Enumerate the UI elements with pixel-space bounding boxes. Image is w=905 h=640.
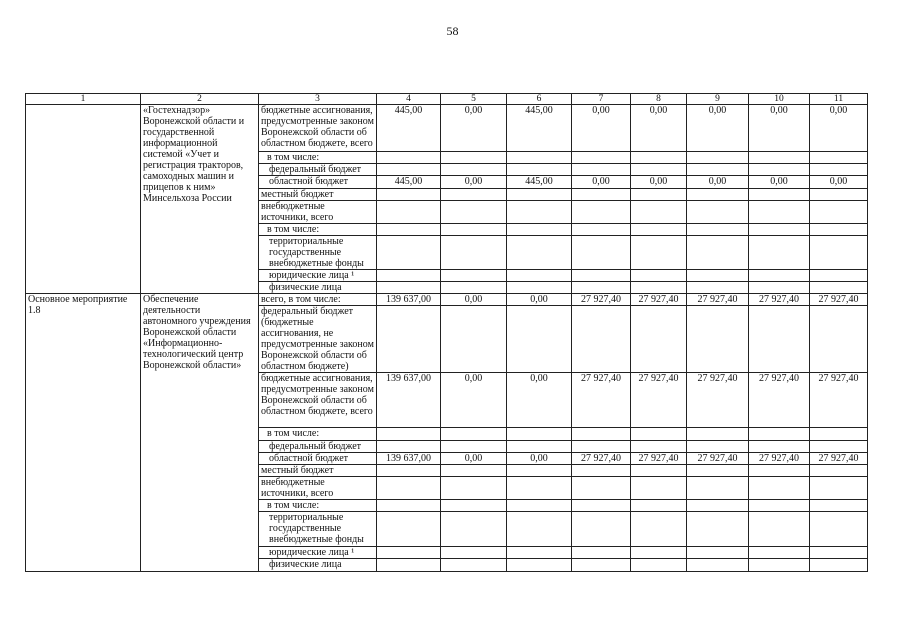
header-cell: 9: [687, 94, 749, 105]
section-measure-1-8: [26, 294, 868, 572]
amount-cell: 27 927,40: [687, 294, 749, 306]
funding-source-label: внебюджетные источники, всего: [259, 201, 377, 224]
amount-cell: [572, 306, 631, 373]
amount-cell: 139 637,00: [377, 373, 441, 428]
amount-cell: [441, 465, 507, 477]
measure-code-cell: Основное мероприятие 1.8: [26, 294, 141, 572]
amount-cell: [507, 512, 572, 547]
header-cell: 10: [749, 94, 810, 105]
amount-cell: [507, 559, 572, 572]
amount-cell: [377, 189, 441, 201]
amount-cell: [810, 559, 868, 572]
amount-cell: [687, 477, 749, 500]
table-row: [26, 105, 868, 152]
amount-cell: [572, 512, 631, 547]
amount-cell: [810, 236, 868, 270]
amount-cell: [749, 512, 810, 547]
header-cell: 8: [631, 94, 687, 105]
amount-cell: [507, 282, 572, 294]
amount-cell: 27 927,40: [572, 453, 631, 465]
amount-cell: 445,00: [377, 176, 441, 189]
amount-cell: [572, 441, 631, 453]
amount-cell: [810, 441, 868, 453]
amount-cell: [687, 224, 749, 236]
amount-cell: 0,00: [631, 176, 687, 189]
amount-cell: [441, 428, 507, 441]
amount-cell: [810, 189, 868, 201]
amount-cell: [377, 559, 441, 572]
amount-cell: [749, 164, 810, 176]
amount-cell: 0,00: [572, 105, 631, 152]
amount-cell: [810, 500, 868, 512]
amount-cell: [441, 164, 507, 176]
funding-source-label: бюджетные ассигнования, предусмотренные законом Воронежской области об областном бюджете, всего: [259, 373, 377, 428]
amount-cell: [810, 164, 868, 176]
header-row: [26, 94, 868, 105]
amount-cell: [377, 236, 441, 270]
amount-cell: 27 927,40: [749, 453, 810, 465]
amount-cell: [572, 559, 631, 572]
amount-cell: [810, 306, 868, 373]
amount-cell: [810, 282, 868, 294]
amount-cell: [631, 428, 687, 441]
amount-cell: [687, 500, 749, 512]
amount-cell: [441, 559, 507, 572]
amount-cell: [687, 559, 749, 572]
funding-source-label: местный бюджет: [259, 465, 377, 477]
amount-cell: [572, 477, 631, 500]
header-cell: 1: [26, 94, 141, 105]
header-cell: 4: [377, 94, 441, 105]
amount-cell: 0,00: [749, 176, 810, 189]
amount-cell: [810, 428, 868, 441]
amount-cell: [749, 189, 810, 201]
amount-cell: [441, 282, 507, 294]
amount-cell: 27 927,40: [687, 453, 749, 465]
amount-cell: 27 927,40: [687, 373, 749, 428]
funding-source-label: бюджетные ассигнования, предусмотренные законом Воронежской области об областном бюджете, всего: [259, 105, 377, 152]
amount-cell: [749, 428, 810, 441]
amount-cell: [631, 189, 687, 201]
amount-cell: [687, 512, 749, 547]
amount-cell: [749, 270, 810, 282]
amount-cell: [749, 559, 810, 572]
amount-cell: [441, 512, 507, 547]
amount-cell: [441, 152, 507, 164]
header-cell: 6: [507, 94, 572, 105]
amount-cell: [810, 547, 868, 559]
header-cell: 7: [572, 94, 631, 105]
amount-cell: 0,00: [687, 105, 749, 152]
amount-cell: [441, 236, 507, 270]
amount-cell: [631, 270, 687, 282]
amount-cell: [377, 512, 441, 547]
measure-code-cell: [26, 105, 141, 294]
amount-cell: [572, 164, 631, 176]
amount-cell: [572, 236, 631, 270]
amount-cell: [377, 465, 441, 477]
amount-cell: 0,00: [687, 176, 749, 189]
funding-source-label: федеральный бюджет: [259, 164, 377, 176]
amount-cell: [810, 201, 868, 224]
amount-cell: 0,00: [810, 176, 868, 189]
amount-cell: [631, 164, 687, 176]
amount-cell: [572, 152, 631, 164]
amount-cell: [507, 236, 572, 270]
amount-cell: [687, 282, 749, 294]
amount-cell: 27 927,40: [631, 294, 687, 306]
amount-cell: [631, 152, 687, 164]
amount-cell: [687, 201, 749, 224]
amount-cell: [377, 477, 441, 500]
amount-cell: [572, 189, 631, 201]
amount-cell: 27 927,40: [572, 373, 631, 428]
amount-cell: [441, 477, 507, 500]
header-cell: 5: [441, 94, 507, 105]
amount-cell: [749, 282, 810, 294]
funding-source-label: юридические лица ¹: [259, 270, 377, 282]
amount-cell: [572, 282, 631, 294]
amount-cell: [441, 201, 507, 224]
amount-cell: 27 927,40: [631, 373, 687, 428]
amount-cell: [572, 428, 631, 441]
amount-cell: [631, 547, 687, 559]
amount-cell: [507, 441, 572, 453]
amount-cell: [631, 477, 687, 500]
amount-cell: [687, 236, 749, 270]
amount-cell: [507, 224, 572, 236]
amount-cell: 445,00: [507, 176, 572, 189]
amount-cell: 27 927,40: [572, 294, 631, 306]
amount-cell: 0,00: [749, 105, 810, 152]
amount-cell: [441, 547, 507, 559]
amount-cell: [687, 441, 749, 453]
amount-cell: [572, 465, 631, 477]
amount-cell: [631, 306, 687, 373]
amount-cell: [377, 224, 441, 236]
amount-cell: [687, 465, 749, 477]
amount-cell: [377, 547, 441, 559]
amount-cell: [377, 282, 441, 294]
amount-cell: [631, 236, 687, 270]
amount-cell: [377, 201, 441, 224]
amount-cell: [507, 189, 572, 201]
amount-cell: [749, 201, 810, 224]
amount-cell: 0,00: [810, 105, 868, 152]
table-row: [26, 294, 868, 306]
amount-cell: [572, 547, 631, 559]
amount-cell: [507, 465, 572, 477]
amount-cell: [441, 189, 507, 201]
amount-cell: [810, 152, 868, 164]
amount-cell: [507, 152, 572, 164]
amount-cell: [507, 428, 572, 441]
amount-cell: [631, 441, 687, 453]
amount-cell: [507, 270, 572, 282]
amount-cell: [810, 270, 868, 282]
amount-cell: [687, 547, 749, 559]
amount-cell: [377, 270, 441, 282]
amount-cell: [749, 224, 810, 236]
amount-cell: [507, 547, 572, 559]
amount-cell: [572, 500, 631, 512]
amount-cell: 0,00: [507, 294, 572, 306]
amount-cell: [377, 428, 441, 441]
amount-cell: [749, 441, 810, 453]
funding-source-label: юридические лица ¹: [259, 547, 377, 559]
funding-source-label: федеральный бюджет (бюджетные ассигнования, не предусмотренные законом Воронежской области об областном бюджете): [259, 306, 377, 373]
amount-cell: [631, 512, 687, 547]
amount-cell: 27 927,40: [810, 373, 868, 428]
funding-source-label: физические лица: [259, 282, 377, 294]
amount-cell: [441, 441, 507, 453]
funding-source-label: территориальные государственные внебюджетные фонды: [259, 512, 377, 547]
amount-cell: 445,00: [507, 105, 572, 152]
amount-cell: 0,00: [507, 373, 572, 428]
amount-cell: [377, 441, 441, 453]
amount-cell: 0,00: [441, 176, 507, 189]
funding-source-label: всего, в том числе:: [259, 294, 377, 306]
amount-cell: [749, 236, 810, 270]
amount-cell: 445,00: [377, 105, 441, 152]
amount-cell: [507, 500, 572, 512]
amount-cell: [507, 201, 572, 224]
amount-cell: [377, 306, 441, 373]
amount-cell: [749, 547, 810, 559]
budget-table: [25, 93, 868, 572]
amount-cell: [749, 152, 810, 164]
amount-cell: 0,00: [441, 373, 507, 428]
amount-cell: 27 927,40: [810, 453, 868, 465]
page-number: 58: [446, 24, 459, 38]
amount-cell: [810, 465, 868, 477]
funding-source-label: федеральный бюджет: [259, 441, 377, 453]
amount-cell: 0,00: [441, 294, 507, 306]
amount-cell: [810, 512, 868, 547]
amount-cell: [631, 282, 687, 294]
amount-cell: [687, 270, 749, 282]
amount-cell: [687, 306, 749, 373]
amount-cell: [441, 270, 507, 282]
measure-title-cell: Обеспечение деятельности автономного учреждения Воронежской области «Информационно-технологический центр Воронежской области»: [141, 294, 259, 572]
funding-source-label: в том числе:: [259, 500, 377, 512]
amount-cell: [749, 306, 810, 373]
funding-source-label: внебюджетные источники, всего: [259, 477, 377, 500]
amount-cell: 0,00: [441, 105, 507, 152]
funding-source-label: в том числе:: [259, 224, 377, 236]
amount-cell: [507, 306, 572, 373]
amount-cell: [749, 465, 810, 477]
amount-cell: 0,00: [631, 105, 687, 152]
amount-cell: 27 927,40: [749, 373, 810, 428]
amount-cell: [377, 152, 441, 164]
amount-cell: [631, 500, 687, 512]
amount-cell: 139 637,00: [377, 453, 441, 465]
amount-cell: [441, 500, 507, 512]
amount-cell: 27 927,40: [749, 294, 810, 306]
amount-cell: [441, 306, 507, 373]
section-gostekhnadzor: [26, 105, 868, 294]
amount-cell: [749, 477, 810, 500]
amount-cell: [441, 224, 507, 236]
amount-cell: [687, 189, 749, 201]
header-cell: 3: [259, 94, 377, 105]
amount-cell: [572, 270, 631, 282]
amount-cell: [572, 201, 631, 224]
measure-title-cell: «Гостехнадзор» Воронежской области и государственной информационной системой «Учет и регистрация тракторов, самоходных машин и прицепов к ним» Минсельхоза России: [141, 105, 259, 294]
amount-cell: [377, 500, 441, 512]
funding-source-label: физические лица: [259, 559, 377, 572]
funding-source-label: местный бюджет: [259, 189, 377, 201]
funding-source-label: областной бюджет: [259, 453, 377, 465]
amount-cell: [749, 500, 810, 512]
amount-cell: 139 637,00: [377, 294, 441, 306]
amount-cell: [687, 152, 749, 164]
amount-cell: [631, 201, 687, 224]
amount-cell: [687, 164, 749, 176]
amount-cell: [810, 477, 868, 500]
amount-cell: [507, 164, 572, 176]
amount-cell: [507, 477, 572, 500]
funding-source-label: в том числе:: [259, 152, 377, 164]
funding-source-label: в том числе:: [259, 428, 377, 441]
amount-cell: 0,00: [507, 453, 572, 465]
funding-source-label: территориальные государственные внебюджетные фонды: [259, 236, 377, 270]
header-cell: 11: [810, 94, 868, 105]
amount-cell: 0,00: [572, 176, 631, 189]
amount-cell: 0,00: [441, 453, 507, 465]
header-cell: 2: [141, 94, 259, 105]
amount-cell: [631, 224, 687, 236]
funding-source-label: областной бюджет: [259, 176, 377, 189]
amount-cell: [631, 465, 687, 477]
amount-cell: [572, 224, 631, 236]
amount-cell: [631, 559, 687, 572]
amount-cell: 27 927,40: [810, 294, 868, 306]
amount-cell: [810, 224, 868, 236]
amount-cell: 27 927,40: [631, 453, 687, 465]
amount-cell: [687, 428, 749, 441]
amount-cell: [377, 164, 441, 176]
